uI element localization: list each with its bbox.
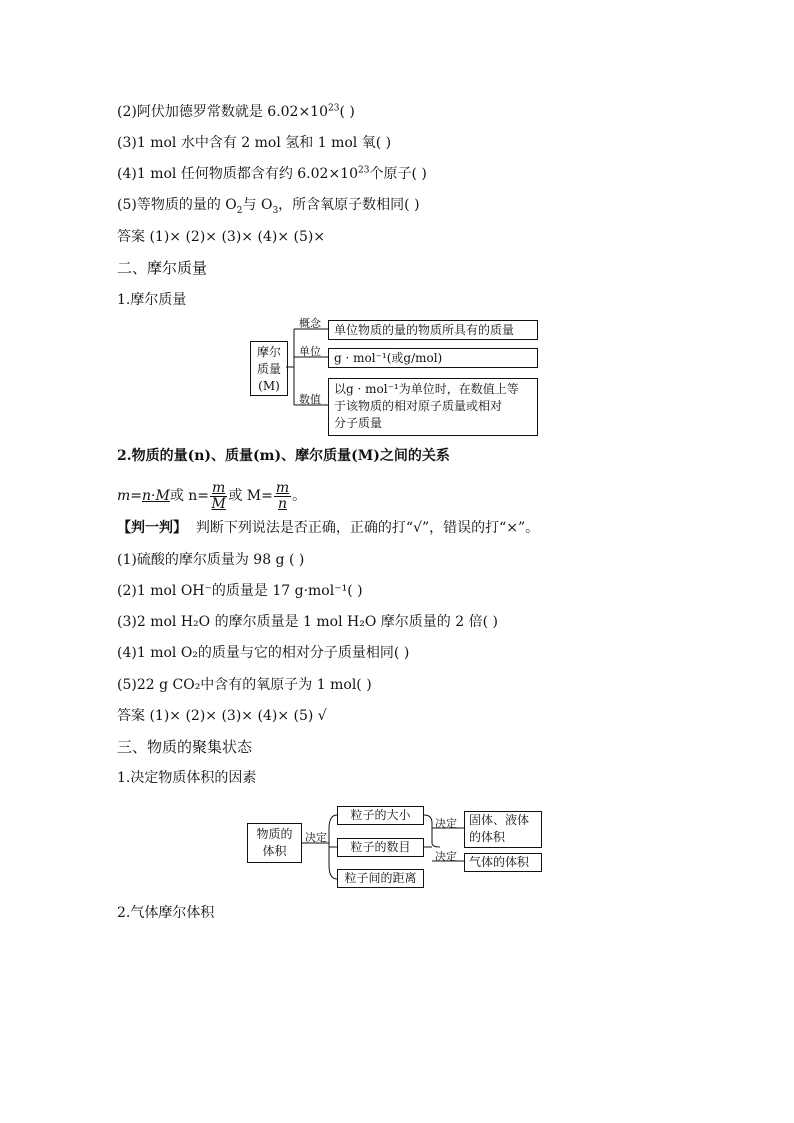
unit-label: 单位 (299, 345, 321, 358)
molar-mass-diagram (250, 315, 550, 440)
unit-box: g · mol⁻¹(或g/mol) (328, 348, 538, 368)
q1-item-4: (4)1 mol 任何物质都含有约 $6.02\times 10^{23}$个原子( ) (117, 165, 427, 182)
gas-volume-box: 气体的体积 (464, 853, 542, 872)
judge-item-3: (3)2 mol H₂O 的摩尔质量是 1 mol H₂O 摩尔质量的 2 倍( ) (117, 614, 498, 630)
fraction-m-over-n: $\frac{m}{n}$ (275, 479, 290, 512)
q1-answer: 答案 (1)× (2)× (3)× (4)× (5)× (117, 229, 326, 245)
section2-sub1: 1.摩尔质量 (117, 292, 187, 308)
molar-mass-box: 摩尔 质量 (M) (250, 341, 288, 396)
volume-box: 物质的 体积 (247, 823, 302, 863)
judge-item-4: (4)1 mol O₂的质量与它的相对分子质量相同( ) (117, 645, 410, 661)
factor-size-box: 粒子的大小 (337, 806, 424, 825)
judge-item-1: (1)硫酸的摩尔质量为 98 g ( ) (117, 552, 305, 568)
molar-relation-formula: m=n·M或 n= $\frac{m}{M}$ 或 M= $\frac{m}{n}$ 。 (117, 479, 307, 512)
section2-title: 二、摩尔质量 (117, 259, 208, 277)
q1-item-2: (2)阿伏加德罗常数就是 $6.02\times 10^{23}$( ) (117, 103, 355, 120)
factor-distance-box: 粒子间的距离 (337, 869, 424, 888)
concept-box: 单位物质的量的物质所具有的质量 (328, 320, 538, 340)
section2-sub2: 2.物质的量(n)、质量(m)、摩尔质量(M)之间的关系 (117, 448, 450, 464)
q1-item-5: (5)等物质的量的 $O_2$与 $O_3$，所含氧原子数相同( ) (117, 197, 420, 216)
judge-item-5: (5)22 g CO₂中含有的氧原子为 1 mol( ) (117, 677, 372, 693)
section3-sub1: 1.决定物质体积的因素 (117, 770, 257, 786)
section3-sub2: 2.气体摩尔体积 (117, 905, 215, 921)
factor-count-box: 粒子的数目 (337, 838, 424, 857)
judge-heading: 【判一判】 判断下列说法是否正确，正确的打“√”，错误的打“×”。 (117, 520, 540, 536)
decide-label-main: 决定 (305, 831, 327, 844)
solid-liquid-volume-box: 固体、液体 的体积 (464, 811, 542, 848)
judge-answer: 答案 (1)× (2)× (3)× (4)× (5) √ (117, 708, 327, 724)
concept-label: 概念 (299, 317, 321, 330)
value-label: 数值 (299, 393, 321, 406)
section3-title: 三、物质的聚集状态 (117, 738, 253, 756)
fraction-m-over-M: $\frac{m}{M}$ (211, 479, 226, 512)
decide-label-b: 决定 (435, 850, 457, 863)
value-box: 以g · mol⁻¹为单位时，在数值上等 于该物质的相对原子质量或相对 分子质量 (328, 378, 538, 436)
volume-factors-diagram (247, 803, 547, 893)
judge-item-2: (2)1 mol OH⁻的质量是 17 g·mol⁻¹( ) (117, 583, 363, 599)
decide-label-a: 决定 (435, 817, 457, 830)
q1-item-3: (3)1 mol 水中含有 2 mol 氢和 1 mol 氧( ) (117, 135, 392, 151)
